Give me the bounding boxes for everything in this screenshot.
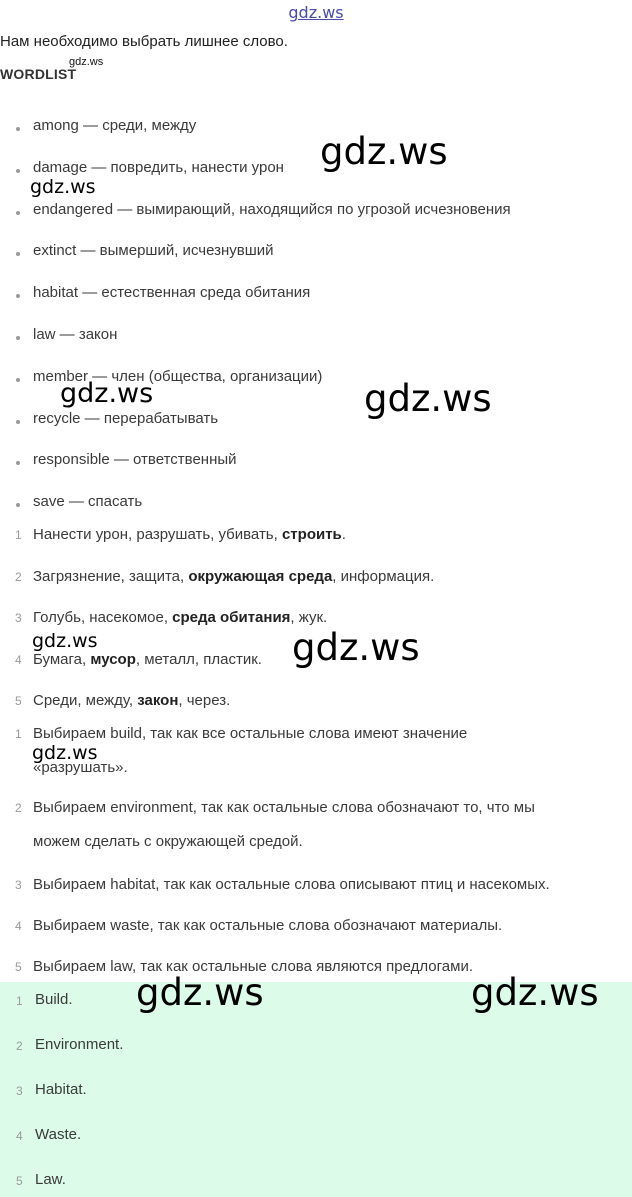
item-number: 4 — [16, 1129, 23, 1143]
wordlist-item: responsible — ответственный — [33, 451, 237, 468]
item-number: 3 — [15, 878, 22, 892]
wordlist-item: damage — повредить, нанести урон — [33, 159, 284, 176]
watermark: gdz.ws — [471, 971, 599, 1014]
wordlist-item: member — член (общества, организации) — [33, 368, 323, 385]
wordlist-item: law — закон — [33, 326, 118, 343]
item-number: 5 — [15, 960, 22, 974]
answers-panel — [0, 982, 632, 1197]
answer-item: Habitat. — [35, 1081, 87, 1098]
task1-item: Бумага, мусор, металл, пластик. — [33, 651, 262, 668]
watermark: gdz.ws — [32, 630, 98, 652]
answer-item: Environment. — [35, 1036, 124, 1053]
task1-item: Голубь, насекомое, среда обитания, жук. — [33, 609, 328, 626]
task1-item: Загрязнение, защита, окружающая среда, информация. — [33, 568, 435, 585]
task2-item-line2: можем сделать с окружающей средой. — [33, 833, 303, 850]
item-number: 4 — [15, 653, 22, 667]
task2-item-line1: Выбираем law, так как остальные слова являются предлогами. — [33, 958, 473, 975]
bullet-icon — [16, 127, 20, 131]
wordlist-item: recycle — перерабатывать — [33, 410, 219, 427]
item-number: 3 — [15, 611, 22, 625]
watermark: gdz.ws — [292, 626, 420, 669]
wordlist-item: save — спасать — [33, 493, 143, 510]
answer-item: Build. — [35, 991, 73, 1008]
watermark: gdz.ws — [60, 378, 154, 409]
bullet-icon — [16, 378, 20, 382]
wordlist-item: among — среди, между — [33, 117, 197, 134]
bullet-icon — [16, 420, 20, 424]
item-number: 1 — [15, 528, 22, 542]
item-number: 5 — [15, 694, 22, 708]
item-number: 4 — [15, 919, 22, 933]
bullet-icon — [16, 169, 20, 173]
task2-item-line2: «разрушать». — [33, 759, 128, 776]
task1-item: Среди, между, закон, через. — [33, 692, 231, 709]
task2-item-line1: Выбираем build, так как все остальные слова имеют значение — [33, 725, 468, 742]
task1-item: Нанести урон, разрушать, убивать, строить. — [33, 526, 346, 543]
item-number: 1 — [15, 727, 22, 741]
answer-item: Law. — [35, 1171, 66, 1188]
watermark: gdz.ws — [30, 176, 96, 198]
bullet-icon — [16, 294, 20, 298]
answer-item: Waste. — [35, 1126, 82, 1143]
item-number: 1 — [16, 994, 23, 1008]
bullet-icon — [16, 503, 20, 507]
wordlist-item: extinct — вымерший, исчезнувший — [33, 242, 274, 259]
watermark: gdz.ws — [364, 377, 492, 420]
item-number: 3 — [16, 1084, 23, 1098]
task2-item-line1: Выбираем habitat, так как остальные слова описывают птиц и насекомых. — [33, 876, 550, 893]
watermark: gdz.ws — [320, 130, 448, 173]
wordlist-heading: WORDLIST — [0, 66, 77, 82]
watermark: gdz.ws — [32, 742, 98, 764]
site-watermark-link[interactable]: gdz.ws — [288, 3, 344, 22]
watermark: gdz.ws — [136, 971, 264, 1014]
item-number: 2 — [15, 801, 22, 815]
item-number: 2 — [15, 570, 22, 584]
small-watermark: gdz.ws — [69, 56, 104, 68]
bullet-icon — [16, 252, 20, 256]
bullet-icon — [16, 461, 20, 465]
task2-item-line1: Выбираем environment, так как остальные слова обозначают то, что мы — [33, 799, 535, 816]
item-number: 2 — [16, 1039, 23, 1053]
intro-text: Нам необходимо выбрать лишнее слово. — [0, 33, 288, 50]
item-number: 5 — [16, 1174, 23, 1188]
task2-item-line1: Выбираем waste, так как остальные слова обозначают материалы. — [33, 917, 503, 934]
wordlist-item: habitat — естественная среда обитания — [33, 284, 311, 301]
bullet-icon — [16, 211, 20, 215]
wordlist-item: endangered — вымирающий, находящийся по угрозой исчезновения — [33, 201, 511, 218]
bullet-icon — [16, 336, 20, 340]
